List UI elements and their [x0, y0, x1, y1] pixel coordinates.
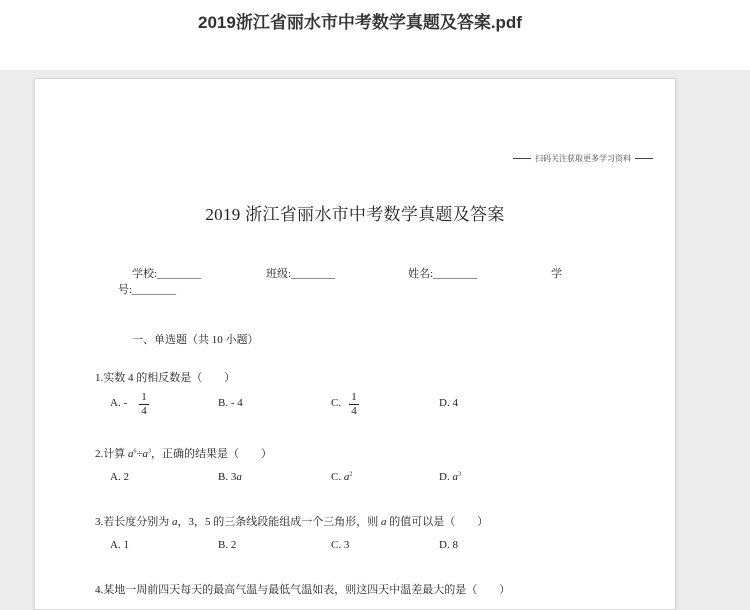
- q2-c-exp: 2: [349, 471, 353, 478]
- q1-option-b: B. - 4: [218, 397, 243, 409]
- q2-option-a: A. 2: [110, 471, 129, 483]
- section-heading: 一、单选题（共 10 小题）: [132, 334, 259, 346]
- q2-stem-pre: 2.计算: [95, 448, 128, 460]
- q1-option-c-fraction: [349, 392, 359, 417]
- q2-option-b: [218, 471, 242, 483]
- q2-stem-post: ，正确的结果是（ ）: [151, 448, 273, 460]
- q3-option-d: D. 8: [439, 539, 458, 551]
- q2-exp2: 3: [148, 448, 152, 455]
- q1-option-d: D. 4: [439, 397, 458, 409]
- q3-option-a: A. 1: [110, 539, 129, 551]
- name-field: 姓名:________: [408, 268, 478, 280]
- q2-exp1: 6: [133, 448, 137, 455]
- q1-a-numerator: 1: [139, 392, 149, 405]
- school-field: 学校:________: [132, 268, 202, 280]
- q1-option-c-prefix: C.: [331, 397, 342, 409]
- question-2-stem: [95, 445, 272, 461]
- document-page: [34, 78, 676, 610]
- q1-c-numerator: 1: [349, 392, 359, 405]
- class-field: 班级:________: [266, 268, 336, 280]
- q2-b-prefix: B. 3: [218, 471, 237, 483]
- q2-d-prefix: D.: [439, 471, 453, 483]
- viewer-header: [0, 0, 750, 70]
- q2-divide: ÷: [136, 448, 143, 460]
- q2-d-exp: 3: [457, 471, 461, 478]
- promo-text: 扫码关注获取更多学习资料: [535, 154, 631, 163]
- question-4-stem: 4.某地一周前四天每天的最高气温与最低气温如表，则这四天中温差最大的是（ ）: [95, 584, 511, 596]
- file-title: 2019浙江省丽水市中考数学真题及答案.pdf: [198, 13, 522, 32]
- q2-option-c: [331, 471, 352, 483]
- q3-option-c: C. 3: [331, 539, 350, 551]
- promo-left-rule: [513, 158, 531, 159]
- q1-option-a-prefix: A. -: [110, 397, 128, 409]
- number-field-part1: 学: [551, 268, 562, 280]
- q1-c-denominator: 4: [351, 405, 357, 417]
- q2-b-var: a: [236, 471, 242, 483]
- promo-banner: [509, 153, 657, 164]
- document-title: 2019 浙江省丽水市中考数学真题及答案: [205, 205, 505, 224]
- q3-var2: a: [381, 516, 387, 528]
- q2-c-prefix: C.: [331, 471, 344, 483]
- q1-option-a-fraction: [139, 392, 149, 417]
- question-3-stem: [95, 513, 488, 529]
- promo-right-rule: [635, 158, 653, 159]
- q2-c-var: a: [343, 471, 350, 483]
- q3-stem-mid: ，3，5 的三条线段能组成一个三角形，则: [177, 516, 381, 528]
- q2-d-var: a: [452, 471, 458, 483]
- q2-option-d: [439, 471, 461, 483]
- q3-var: a: [172, 516, 178, 528]
- q3-stem-pre: 3.若长度分别为: [95, 516, 172, 528]
- q2-base1: a: [128, 448, 134, 460]
- q1-a-denominator: 4: [141, 405, 147, 417]
- question-1-stem: 1.实数 4 的相反数是（ ）: [95, 372, 236, 384]
- q2-base2: a: [142, 448, 149, 460]
- number-field-part2: 号:________: [118, 284, 177, 296]
- q3-option-b: B. 2: [218, 539, 237, 551]
- q3-stem-post: 的值可以是（ ）: [386, 516, 489, 528]
